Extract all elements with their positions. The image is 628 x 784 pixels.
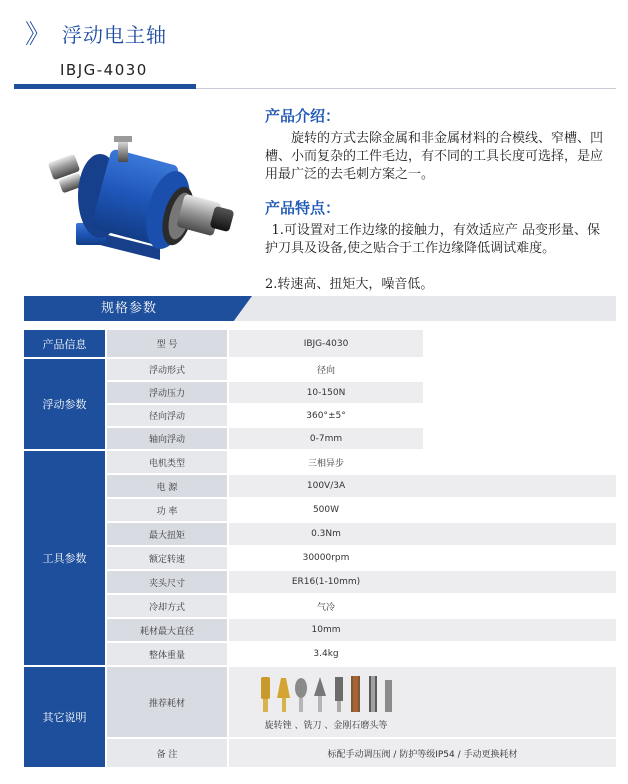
feature-item: 1.可设置对工作边缘的接触力，有效适应产 品变形量、保护刀具及设备,使之贴合于工作边缘降低调试难度。: [265, 223, 601, 256]
row-value: 100V/3A: [228, 474, 423, 498]
row-value: 3.4kg: [228, 642, 423, 666]
table-row: [24, 404, 616, 427]
row-value: 0-7mm: [228, 427, 423, 450]
table-row: [24, 358, 616, 381]
table-row: [24, 546, 616, 570]
row-label: 耗材最大直径: [106, 618, 228, 642]
intro-heading: 产品介绍：: [265, 107, 341, 125]
row-value: IBJG-4030: [228, 330, 423, 358]
table-row: [24, 618, 616, 642]
row-label: 额定转速: [106, 546, 228, 570]
row-label: 浮动形式: [106, 358, 228, 381]
header-accent-bar: [14, 84, 196, 89]
row-label: 夹头尺寸: [106, 570, 228, 594]
intro-text: 旋转的方式去除金属和非金属材料的合模线、窄槽、凹槽、小而复杂的工件毛边，有不同的工具长度可选择，是应用最广泛的去毛刺方案之一。: [265, 131, 604, 182]
table-row: [24, 522, 616, 546]
consumable-tools-image: [251, 674, 401, 714]
table-row: [24, 666, 616, 738]
row-value: 0.3Nm: [228, 522, 423, 546]
group-label-info: 产品信息: [24, 330, 106, 358]
row-value: 气冷: [228, 594, 423, 618]
consumables-caption: 旋转锉 、铣刀 、金刚石磨头等: [264, 720, 388, 731]
group-label-other: 其它说明: [24, 666, 106, 768]
row-value: 标配手动调压阀 / 防护等级IP54 / 手动更换耗材: [228, 738, 616, 768]
row-label: 型 号: [106, 330, 228, 358]
row-value: 10-150N: [228, 381, 423, 404]
row-value: 360°±5°: [228, 404, 423, 427]
row-label: 冷却方式: [106, 594, 228, 618]
row-value: ER16(1-10mm): [228, 570, 423, 594]
row-label: 整体重量: [106, 642, 228, 666]
table-row: [24, 474, 616, 498]
row-label: 电机类型: [106, 450, 228, 474]
table-row: [24, 450, 616, 474]
features-heading: 产品特点：: [265, 199, 341, 217]
row-value: 径向: [228, 358, 423, 381]
row-value: 500W: [228, 498, 423, 522]
row-label: 浮动压力: [106, 381, 228, 404]
row-label: 备 注: [106, 738, 228, 768]
group-label-tool: 工具参数: [24, 450, 106, 666]
chevron-icon: 》: [25, 20, 52, 50]
table-row: [24, 330, 616, 358]
feature-item: 2.转速高、扭矩大，噪音低。: [265, 277, 434, 292]
row-label: 功 率: [106, 498, 228, 522]
spec-table: [24, 330, 616, 769]
table-row: [24, 594, 616, 618]
product-photo: [40, 128, 240, 268]
row-label: 电 源: [106, 474, 228, 498]
page-title: 浮动电主轴: [62, 23, 167, 47]
row-label: 径向浮动: [106, 404, 228, 427]
table-row: [24, 427, 616, 450]
consumables-cell: [228, 666, 423, 738]
table-row: [24, 738, 616, 768]
row-value: 10mm: [228, 618, 423, 642]
row-label: 轴向浮动: [106, 427, 228, 450]
model-number: IBJG-4030: [60, 61, 148, 79]
group-label-float: 浮动参数: [24, 358, 106, 450]
row-value: 三相异步: [228, 450, 423, 474]
table-row: [24, 498, 616, 522]
table-row: [24, 381, 616, 404]
spec-title: 规格参数: [100, 301, 157, 316]
row-label: 推荐耗材: [106, 666, 228, 738]
table-row: [24, 642, 616, 666]
table-row: [24, 570, 616, 594]
row-value: 30000rpm: [228, 546, 423, 570]
row-label: 最大扭矩: [106, 522, 228, 546]
